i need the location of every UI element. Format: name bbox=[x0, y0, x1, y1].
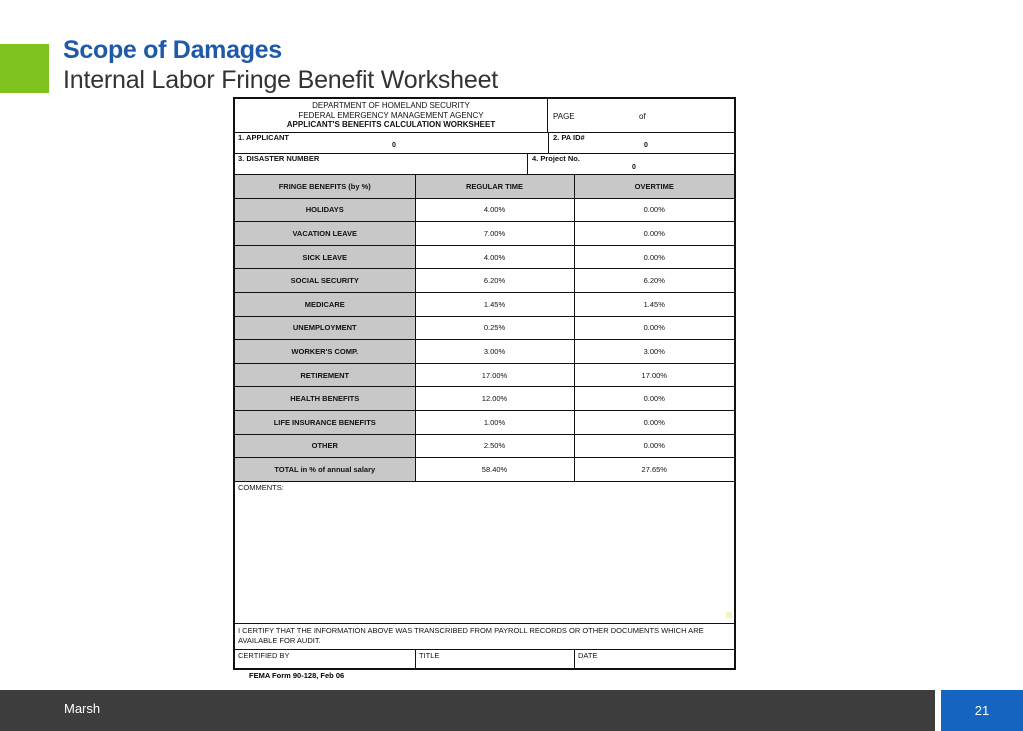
slide-title: Scope of Damages bbox=[63, 36, 282, 64]
applicant-cell bbox=[235, 132, 549, 153]
comments-box bbox=[235, 481, 734, 624]
table-row bbox=[235, 292, 734, 316]
agency-line-2: FEDERAL EMERGENCY MANAGEMENT AGENCY bbox=[298, 110, 484, 120]
pa-id-value: 0 bbox=[644, 142, 648, 149]
table-row bbox=[235, 434, 734, 458]
page-number-badge: 21 bbox=[941, 690, 1023, 731]
benefit-cell: UNEMPLOYMENT bbox=[235, 316, 415, 340]
table-row bbox=[235, 198, 734, 222]
date-label: DATE bbox=[578, 651, 598, 660]
certification-row bbox=[235, 649, 734, 669]
header-benefit: FRINGE BENEFITS (by %) bbox=[235, 175, 415, 199]
table-row bbox=[235, 316, 734, 340]
table-row bbox=[235, 222, 734, 246]
certified-by-label: CERTIFIED BY bbox=[238, 651, 290, 660]
overtime-cell: 0.00% bbox=[574, 222, 734, 246]
disaster-row bbox=[235, 153, 734, 175]
regular-time-cell: 4.00% bbox=[415, 245, 574, 269]
benefit-cell: SOCIAL SECURITY bbox=[235, 269, 415, 293]
overtime-cell: 0.00% bbox=[574, 434, 734, 458]
agency-line-1: DEPARTMENT OF HOMELAND SECURITY bbox=[312, 101, 470, 110]
form-header bbox=[235, 99, 734, 133]
highlight-marker bbox=[726, 612, 732, 618]
overtime-cell: 0.00% bbox=[574, 410, 734, 434]
benefit-cell: SICK LEAVE bbox=[235, 245, 415, 269]
certify-statement: I CERTIFY THAT THE INFORMATION ABOVE WAS TRANSCRIBED FROM PAYROLL RECORDS OR OTHER DOCUMENTS WHICH ARE AVAILABLE FOR AUDIT. bbox=[238, 626, 704, 645]
benefit-cell: HEALTH BENEFITS bbox=[235, 387, 415, 411]
regular-time-cell: 1.00% bbox=[415, 410, 574, 434]
header-regular: REGULAR TIME bbox=[415, 175, 574, 199]
regular-time-cell: 58.40% bbox=[415, 458, 574, 482]
regular-time-cell: 7.00% bbox=[415, 222, 574, 246]
overtime-cell: 0.00% bbox=[574, 245, 734, 269]
overtime-cell: 0.00% bbox=[574, 316, 734, 340]
applicant-label: 1. APPLICANT bbox=[238, 133, 289, 142]
table-row bbox=[235, 245, 734, 269]
pa-id-label: 2. PA ID# bbox=[553, 133, 585, 142]
slide-subtitle: Internal Labor Fringe Benefit Worksheet bbox=[63, 66, 499, 94]
comments-label: COMMENTS: bbox=[238, 483, 284, 492]
regular-time-cell: 2.50% bbox=[415, 434, 574, 458]
footer-brand: Marsh bbox=[64, 701, 101, 716]
benefit-cell: MEDICARE bbox=[235, 292, 415, 316]
table-row bbox=[235, 458, 734, 482]
regular-time-cell: 3.00% bbox=[415, 340, 574, 364]
regular-time-cell: 4.00% bbox=[415, 198, 574, 222]
regular-time-cell: 17.00% bbox=[415, 363, 574, 387]
form-number: FEMA Form 90-128, Feb 06 bbox=[249, 671, 345, 680]
project-no-value: 0 bbox=[632, 164, 636, 171]
table-row bbox=[235, 269, 734, 293]
benefit-cell: VACATION LEAVE bbox=[235, 222, 415, 246]
of-label: of bbox=[639, 112, 646, 121]
title-label: TITLE bbox=[419, 651, 440, 660]
title-cell bbox=[416, 650, 575, 669]
disaster-cell bbox=[235, 153, 528, 174]
overtime-cell: 0.00% bbox=[574, 198, 734, 222]
benefit-cell: TOTAL in % of annual salary bbox=[235, 458, 415, 482]
applicant-value: 0 bbox=[392, 142, 396, 149]
table-header-row bbox=[235, 175, 734, 199]
form-title: APPLICANT'S BENEFITS CALCULATION WORKSHEET bbox=[286, 120, 496, 129]
agency-block bbox=[235, 99, 548, 132]
regular-time-cell: 1.45% bbox=[415, 292, 574, 316]
overtime-cell: 6.20% bbox=[574, 269, 734, 293]
benefit-cell: WORKER'S COMP. bbox=[235, 340, 415, 364]
table-row bbox=[235, 363, 734, 387]
overtime-cell: 17.00% bbox=[574, 363, 734, 387]
benefits-worksheet-form bbox=[233, 97, 736, 670]
benefit-cell: OTHER bbox=[235, 434, 415, 458]
disaster-number-label: 3. DISASTER NUMBER bbox=[238, 154, 320, 163]
regular-time-cell: 12.00% bbox=[415, 387, 574, 411]
table-row bbox=[235, 387, 734, 411]
overtime-cell: 1.45% bbox=[574, 292, 734, 316]
overtime-cell: 3.00% bbox=[574, 340, 734, 364]
slide-footer bbox=[0, 690, 1023, 731]
project-no-label: 4. Project No. bbox=[532, 154, 580, 163]
benefit-cell: HOLIDAYS bbox=[235, 198, 415, 222]
certified-by-cell bbox=[235, 650, 416, 669]
applicant-row bbox=[235, 132, 734, 154]
fringe-benefits-table bbox=[235, 174, 734, 482]
accent-bar bbox=[0, 44, 49, 93]
benefit-cell: LIFE INSURANCE BENEFITS bbox=[235, 410, 415, 434]
header-overtime: OVERTIME bbox=[574, 175, 734, 199]
overtime-cell: 0.00% bbox=[574, 387, 734, 411]
overtime-cell: 27.65% bbox=[574, 458, 734, 482]
date-cell bbox=[575, 650, 735, 669]
page-label: PAGE bbox=[553, 112, 575, 121]
benefit-cell: RETIREMENT bbox=[235, 363, 415, 387]
table-row bbox=[235, 410, 734, 434]
regular-time-cell: 6.20% bbox=[415, 269, 574, 293]
regular-time-cell: 0.25% bbox=[415, 316, 574, 340]
table-row bbox=[235, 340, 734, 364]
